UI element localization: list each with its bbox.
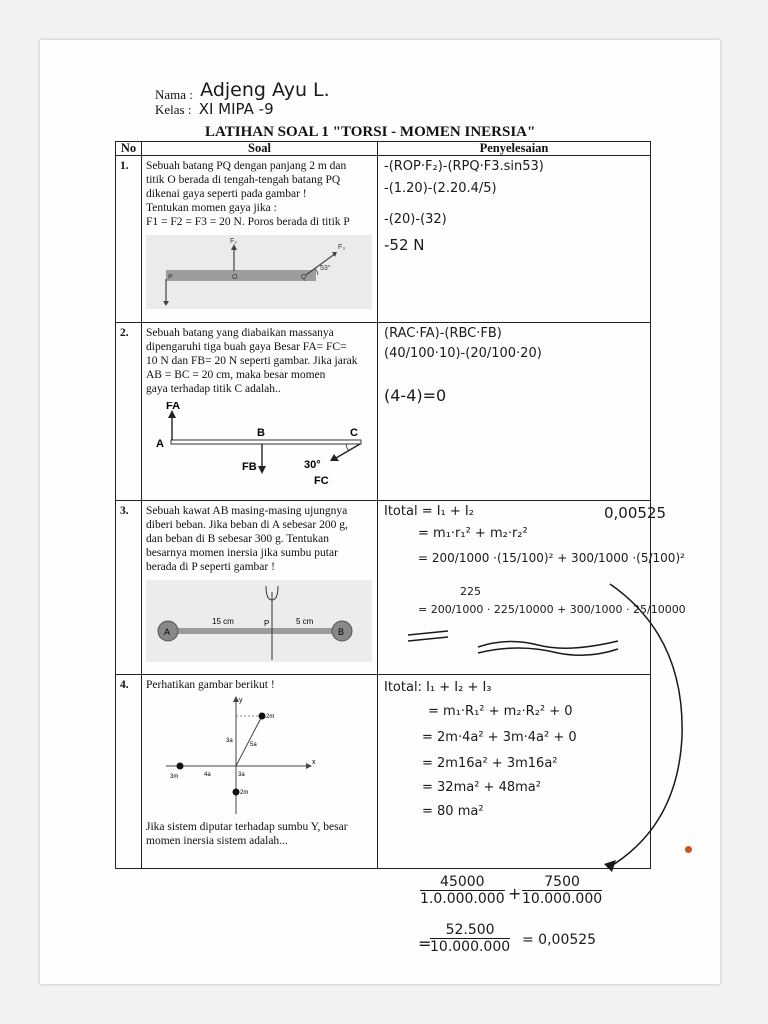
solution-line: -(ROP·F₂)-(RPQ·F3.sin53): [384, 159, 544, 174]
fraction-3-denominator: 10.000.000: [430, 939, 511, 955]
final-result: = 0,00525: [522, 932, 597, 948]
label-3m: 3m: [170, 774, 179, 780]
fraction-2: [522, 874, 602, 907]
table-row: [116, 675, 651, 869]
figure-wire-ab: [146, 580, 373, 662]
worksheet-title: LATIHAN SOAL 1 "TORSI - MOMEN INERSIA": [205, 124, 536, 140]
row-number: 1.: [116, 156, 142, 323]
label-o: O: [232, 274, 238, 281]
question-line: dan beban di B sebesar 300 g. Tentukan: [146, 533, 329, 545]
solution-line: Itotal: I₁ + I₂ + I₃: [384, 680, 492, 695]
question-cell: [142, 675, 378, 869]
solution-cell: [378, 323, 651, 501]
fraction-3-numerator: 52.500: [430, 922, 510, 939]
label-3a: 3a: [226, 738, 233, 744]
label-4a: 4a: [204, 772, 211, 778]
solution-line: -(1.20)-(2.20.4/5): [384, 181, 497, 196]
solution-line: (RAC·FA)-(RBC·FB): [384, 326, 502, 341]
plus-sign: +: [508, 884, 522, 903]
question-line: AB = BC = 20 cm, maka besar momen: [146, 369, 326, 381]
question-line: Perhatikan gambar berikut !: [146, 679, 275, 691]
table-row: [116, 501, 651, 675]
question-line: Jika sistem diputar terhadap sumbu Y, besar: [146, 821, 348, 833]
class-line: [155, 100, 274, 118]
arrow-annotation: [590, 576, 700, 876]
axes-diagram: [146, 694, 372, 820]
question-line: momen inersia sistem adalah...: [146, 835, 288, 847]
rod-diagram: [146, 402, 372, 492]
label-x: x: [312, 759, 316, 766]
label-a: A: [156, 438, 164, 450]
label-p: P: [168, 274, 173, 281]
question-line: F1 = F2 = F3 = 20 N. Poros berada di titik P: [146, 216, 350, 228]
solution-line: (40/100·10)-(20/100·20): [384, 346, 542, 361]
label-b: B: [338, 627, 345, 637]
beam-diagram: [146, 235, 372, 309]
fraction-2-denominator: 10.000.000: [522, 891, 603, 907]
question-cell: [142, 156, 378, 323]
label-a: A: [164, 627, 171, 637]
col-penyelesaian: Penyelesaian: [378, 142, 651, 156]
question-line: Sebuah batang yang diabaikan massanya: [146, 327, 334, 339]
question-line: dikenai gaya seperti pada gambar !: [146, 188, 307, 200]
wire-diagram: [146, 580, 372, 662]
table-row: [116, 156, 651, 323]
fraction-2-numerator: 7500: [522, 874, 602, 891]
question-line: diberi beban. Jika beban di A sebesar 200 g,: [146, 519, 348, 531]
label-c: C: [350, 427, 358, 439]
equals-sign: =: [418, 934, 432, 953]
label-3a-bottom: 3a: [238, 772, 245, 778]
label-y: y: [239, 697, 243, 704]
col-soal: Soal: [142, 142, 378, 156]
figure-rod-abc: [146, 402, 373, 492]
label-f3: F₃: [338, 244, 346, 251]
student-class: XI MIPA -9: [198, 100, 274, 118]
name-label: Nama :: [155, 87, 193, 102]
solution-line: 225: [460, 585, 481, 598]
student-name: Adjeng Ayu L.: [200, 79, 330, 101]
solution-line: -(20)-(32): [384, 212, 447, 227]
solution-cell: [378, 156, 651, 323]
solution-line: = 200/1000 ·(15/100)² + 300/1000 ·(5/100)²: [418, 551, 685, 565]
label-2m-bottom: 2m: [240, 790, 249, 796]
fraction-1-denominator: 1.0.000.000: [420, 891, 505, 907]
row-number: 2.: [116, 323, 142, 501]
label-q: Q: [301, 274, 307, 281]
figure-point-masses: [146, 694, 373, 820]
label-f2: F₂: [230, 238, 237, 245]
solution-line: = 2m16a² + 3m16a²: [422, 756, 558, 771]
label-5cm: 5 cm: [296, 617, 314, 626]
label-5a: 5a: [250, 742, 257, 748]
question-line: berada di P seperti gambar !: [146, 561, 275, 573]
solution-line: -52 N: [384, 236, 425, 254]
solution-line: Itotal = I₁ + I₂: [384, 504, 474, 519]
fraction-1: [420, 874, 505, 907]
class-label: Kelas :: [155, 102, 192, 117]
col-no: No: [116, 142, 142, 156]
exercise-table: [115, 141, 686, 869]
solution-line: = m₁·r₁² + m₂·r₂²: [418, 526, 528, 541]
solution-line: = 32ma² + 48ma²: [422, 780, 541, 795]
label-angle: 53°: [320, 265, 331, 272]
question-line: besarnya momen inersia jika sumbu putar: [146, 547, 338, 559]
fraction-3: [430, 922, 510, 955]
question-line: Sebuah batang PQ dengan panjang 2 m dan: [146, 160, 347, 172]
question-line: Tentukan momen gaya jika :: [146, 202, 277, 214]
row-number: 3.: [116, 501, 142, 675]
label-angle: 30°: [304, 459, 321, 471]
solution-line: = 200/1000 · 225/10000 + 300/1000 · 25/10000: [418, 603, 686, 616]
side-note-answer: 0,00525: [604, 504, 667, 522]
label-15cm: 15 cm: [212, 617, 234, 626]
solution-line: (4-4)=0: [384, 386, 447, 405]
figure-beam-pq: [146, 235, 373, 309]
label-fc: FC: [314, 475, 329, 487]
question-cell: [142, 323, 378, 501]
label-b: B: [257, 427, 265, 439]
label-p: P: [264, 619, 270, 628]
solution-line: = 2m·4a² + 3m·4a² + 0: [422, 730, 577, 745]
question-line: dipengaruhi tiga buah gaya Besar FA= FC=: [146, 341, 347, 353]
stray-mark: [685, 846, 692, 853]
solution-line: = 80 ma²: [422, 804, 484, 819]
question-line: Sebuah kawat AB masing-masing ujungnya: [146, 505, 348, 517]
label-fa: FA: [166, 402, 181, 412]
label-fb: FB: [242, 461, 257, 473]
solution-line: = m₁·R₁² + m₂·R₂² + 0: [428, 704, 573, 719]
table-row: [116, 323, 651, 501]
question-cell: [142, 501, 378, 675]
label-2m-top: 2m: [266, 714, 275, 720]
row-number: 4.: [116, 675, 142, 869]
question-line: gaya terhadap titik C adalah..: [146, 383, 281, 395]
question-line: 10 N dan FB= 20 N seperti gambar. Jika jarak: [146, 355, 358, 367]
question-line: titik O berada di tengah-tengah batang PQ: [146, 174, 341, 186]
fraction-1-numerator: 45000: [420, 874, 505, 891]
table-header-row: [116, 142, 651, 156]
